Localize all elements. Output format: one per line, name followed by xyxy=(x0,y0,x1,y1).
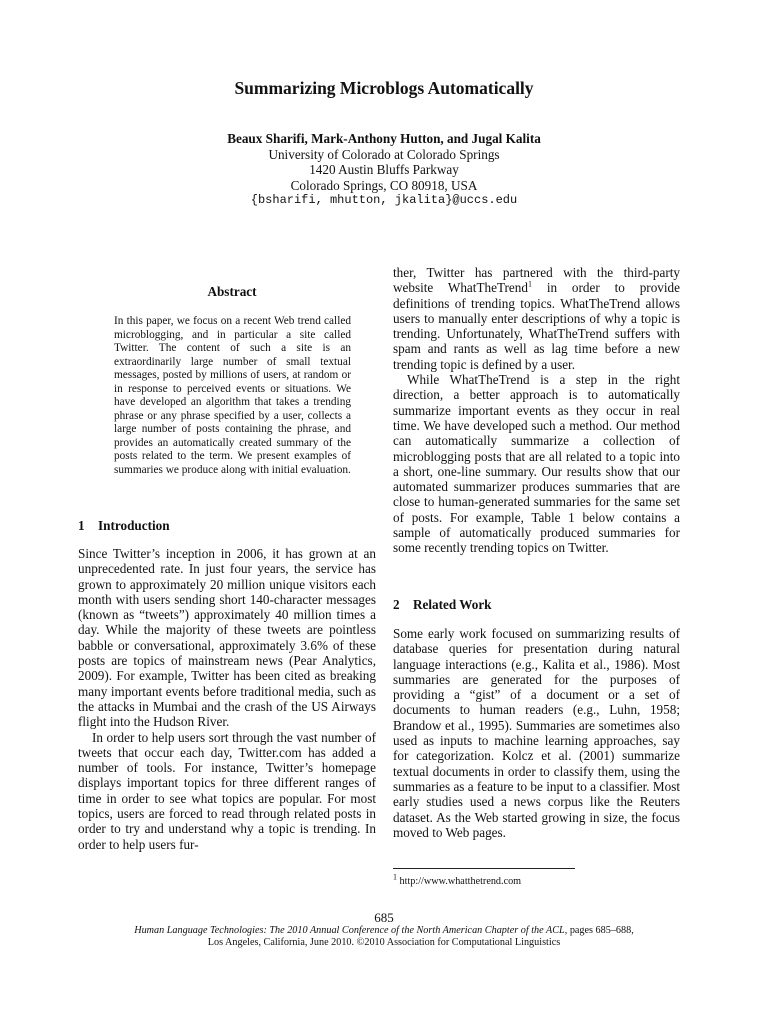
section-number: 1 xyxy=(78,518,85,533)
footer-line-2: Los Angeles, California, June 2010. ©2010 Association for Computational Linguistics xyxy=(207,937,561,948)
introduction-right-column xyxy=(393,265,680,556)
paragraph: In order to help users sort through the vast number of tweets that occur each day, Twitter.com has added a number of tools. For instance, Twitter’s homepage displays important topics for three different ranges of time in order to see what topics are popular. For most topics, users are forced to read through related posts in order to try and understand why a topic is trending. In order to help users fur- xyxy=(78,729,376,852)
paragraph: While WhatTheTrend is a step in the right direction, a better approach is to automatically summarize important events as they occur in real time. We have developed such a method. Our method can automatically summarize a collection of microblogging posts that are all related to a topic into a short, one-line summary. Our results show that our automated summarizer produces summaries that are close to human-generated summaries for the same set of posts. For example, Table 1 below contains a sample of automatically produced summaries for some recently trending topics on Twitter. xyxy=(393,372,680,556)
paper-title: Summarizing Microblogs Automatically xyxy=(234,78,534,98)
page-number: 685 xyxy=(374,910,394,925)
section-title: Introduction xyxy=(98,518,170,533)
paragraph-text: ther, Twitter has partnered with the third-party website WhatTheTrend xyxy=(393,265,680,296)
author-block xyxy=(0,131,768,209)
author-affiliation: University of Colorado at Colorado Springs xyxy=(268,146,500,162)
author-names: Beaux Sharifi, Mark-Anthony Hutton, and Jugal Kalita xyxy=(227,131,541,146)
paragraph-text: in order to provide definitions of trending topics. WhatTheTrend allows users to manually enter descriptions of why a topic is trending. Unfortunately, WhatTheTrend suffers with spam and rants as well as lag time before a new trending topic is defined by a user. xyxy=(393,280,680,372)
abstract-heading: Abstract xyxy=(207,284,257,299)
author-address-line-1: 1420 Austin Bluffs Parkway xyxy=(309,162,459,177)
footer-venue: Human Language Technologies: The 2010 Annual Conference of the North American Chapter of the ACL xyxy=(134,925,565,936)
paragraph: Since Twitter’s inception in 2006, it has grown at an unprecedented rate. In just four years, the service has grown to approximately 20 million unique visitors each month with users sending short 140-character messages (known as “tweets”) approximately 40 million times a day. While the majority of these tweets are pointless babble or conversational, approximately 3.6% of these posts are topics of mainstream news (Pear Analytics, 2009). For example, Twitter has been cited as breaking many important events before traditional media, such as the attacks in Mumbai and the crash of the US Airways flight into the Hudson River. xyxy=(78,546,376,730)
introduction-left-column xyxy=(78,546,376,852)
page-footer xyxy=(0,925,768,949)
paragraph: Some early work focused on summarizing results of database queries for presentation during natural language interactions (e.g., Kalita et al., 1986). Most summaries are generated for the purposes of providing a “gist” of a document or a set of documents to human readers (e.g., Luhn, 1958; Brandow et al., 1995). Summaries are sometimes also used as inputs to machine learning approaches, say for categorization. Kolcz et al. (2001) summarize textual documents in order to classify them, using the summaries as a feature to be input to a classifier. Most early studies used a news corpus like the Reuters dataset. As the Web started growing in size, the focus moved to Web pages. xyxy=(393,626,680,840)
section-heading-related-work xyxy=(393,597,492,613)
footnote-marker: 1 xyxy=(527,279,532,289)
footnote-marker: 1 xyxy=(393,872,397,882)
footer-pages: , pages 685–688, xyxy=(564,925,634,936)
abstract-body xyxy=(114,315,351,477)
paragraph xyxy=(393,265,680,372)
author-email: {bsharifi, mhutton, jkalita}@uccs.edu xyxy=(250,193,518,207)
footnote-url: http://www.whatthetrend.com xyxy=(399,876,522,887)
abstract-text: In this paper, we focus on a recent Web trend called microblogging, and in particular a site called Twitter. The content of such a site is an extraordinarily large number of small textual messages, posted by millions of users, at random or in response to perceived events or situations. We have developed an algorithm that takes a trending phrase or any phrase specified by a user, collects a large number of posts containing the phrase, and provides an automatically created summary of the posts related to the term. We present examples of summaries we produce along with initial evaluation. xyxy=(114,315,351,476)
section-heading-introduction xyxy=(78,518,170,534)
related-work-body xyxy=(393,626,680,840)
footnote-divider xyxy=(393,868,575,869)
section-title: Related Work xyxy=(413,597,492,612)
footer-line-1 xyxy=(0,925,768,937)
section-number: 2 xyxy=(393,597,400,612)
author-address-line-2: Colorado Springs, CO 80918, USA xyxy=(290,177,478,193)
footnote xyxy=(393,872,522,887)
